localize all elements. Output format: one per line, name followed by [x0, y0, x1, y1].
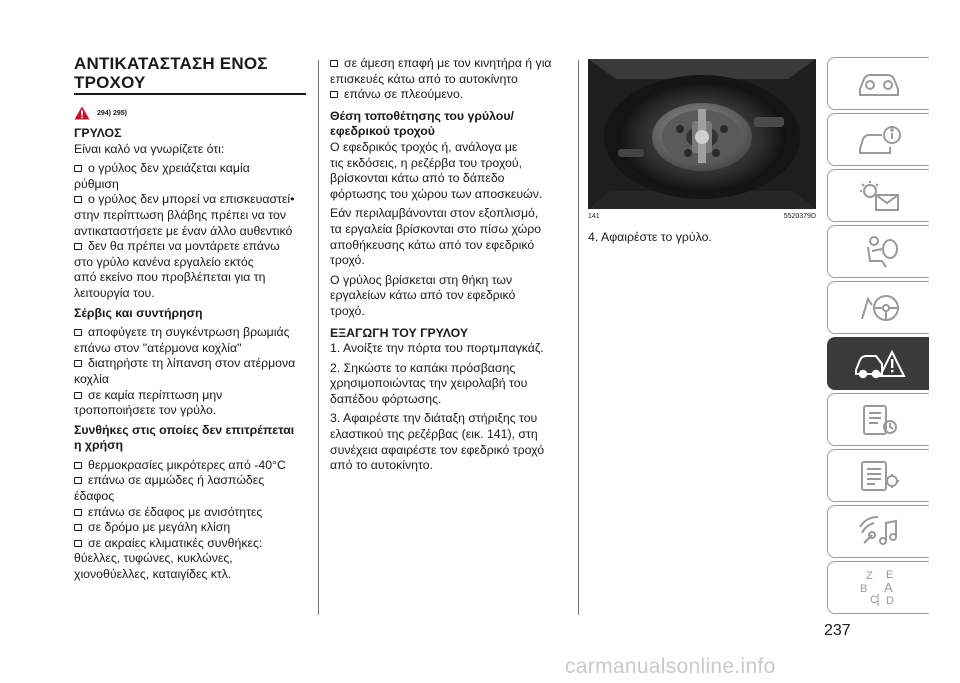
paragraph-line: βρίσκονται κάτω από το δάπεδο	[330, 171, 505, 186]
paragraph-line: τα εργαλεία βρίσκονται στο πίσω χώρο	[330, 221, 542, 236]
paragraph-line: Εάν περιλαμβάνονται στον εξοπλισμό,	[330, 206, 539, 221]
page-number: 237	[824, 622, 851, 639]
bullet-item-cont: λειτουργία του.	[74, 285, 155, 300]
svg-text:D: D	[885, 594, 894, 607]
step-2-cont: δαπέδου φόρτωσης.	[330, 391, 442, 406]
tab-technical-data[interactable]	[827, 449, 929, 502]
extraction-heading: ΕΞΑΓΩΓΗ ΤΟΥ ΓΡΥΛΟΥ	[330, 325, 469, 340]
tab-lights-message[interactable]	[827, 169, 929, 222]
bullet-item-cont: στο γρύλο κανένα εργαλείο εκτός	[74, 254, 254, 269]
car-dashboard-icon	[856, 67, 902, 101]
svg-text:C: C	[869, 593, 878, 606]
step-2-cont: χρησιμοποιώντας την χειρολαβή του	[330, 376, 528, 391]
right-column-text	[588, 230, 818, 246]
tab-service-maintenance[interactable]	[827, 393, 929, 446]
technical-data-icon	[856, 459, 902, 493]
figure-caption	[588, 213, 816, 220]
bullet-item: διατηρήστε τη λίπανση στον ατέρμονα	[74, 356, 306, 372]
tab-steering-wheel[interactable]	[827, 281, 929, 334]
bullet-item-cont: επισκευές κάτω από το αυτοκίνητο	[330, 71, 518, 86]
step-1: 1. Ανοίξτε την πόρτα του πορτμπαγκάζ.	[330, 341, 544, 356]
bullet-item: σε άμεση επαφή με τον κινητήρα ή για	[330, 56, 575, 72]
multimedia-icon	[856, 515, 902, 549]
bullet-item-cont: αντικαταστήσετε με έναν άλλο αυθεντικό	[74, 223, 293, 238]
bullet-item: θερμοκρασίες μικρότερες από -40°C	[74, 458, 306, 474]
svg-text:B: B	[859, 582, 867, 595]
step-3: 3. Αφαιρέστε την διάταξη στήριξης του	[330, 411, 538, 426]
conditions-heading-cont: η χρήση	[74, 438, 124, 453]
figure-code: 5520379D	[783, 213, 816, 220]
paragraph-line: φόρτωσης του χώρου των αποσκευών.	[330, 186, 543, 201]
conditions-heading: Συνθήκες στις οποίες δεν επιτρέπεται	[74, 422, 295, 437]
section-title: ΑΝΤΙΚΑΤΑΣΤΑΣΗ ΕΝΟΣ ΤΡΟΧΟΥ	[74, 54, 268, 92]
car-info-icon	[856, 123, 902, 157]
paragraph-line: τροχό.	[330, 253, 365, 268]
bullet-item-cont: χιονοθύελλες, καταιγίδες κτλ.	[74, 567, 232, 582]
bullet-item-cont: στην περίπτωση βλάβης πρέπει να τον	[74, 207, 286, 222]
bullet-item-cont: από εκείνο που προβλέπεται για τη	[74, 270, 266, 285]
alphabetical-index-icon	[856, 568, 902, 608]
service-heading: Σέρβις και συντήρηση	[74, 305, 203, 320]
bullet-item: δεν θα πρέπει να μοντάρετε επάνω	[74, 239, 306, 255]
svg-text:E: E	[885, 568, 893, 581]
bullet-item: επάνω σε έδαφος με ανισότητες	[74, 505, 306, 521]
service-maintenance-icon	[856, 403, 902, 437]
position-heading: Θέση τοποθέτησης του γρύλου/	[330, 108, 514, 123]
tab-airbag-seat[interactable]	[827, 225, 929, 278]
middle-column-text	[330, 56, 575, 474]
step-3-cont: συνέχεια αφαιρέστε τον εφεδρικό τροχό	[330, 442, 545, 457]
paragraph-line: Ο εφεδρικός τροχός ή, ανάλογα με	[330, 139, 518, 154]
bullet-item-cont: επάνω στον "ατέρμονα κοχλία"	[74, 340, 242, 355]
bullet-item-cont: τροποποιήσετε τον γρύλο.	[74, 403, 217, 418]
step-2: 2. Σηκώστε το καπάκι πρόσβασης	[330, 360, 516, 375]
bullet-item-cont: ρύθμιση	[74, 176, 119, 191]
paragraph-line: τις εκδόσεις, η ρεζέρβα του τροχού,	[330, 155, 523, 170]
steering-wheel-icon	[856, 291, 902, 325]
bullet-item: αποφύγετε τη συγκέντρωση βρωμιάς	[74, 325, 306, 341]
title-divider	[74, 93, 306, 95]
bullet-item: επάνω σε αμμώδες ή λασπώδες	[74, 473, 306, 489]
warning-triangle-icon	[74, 106, 90, 120]
column-divider	[578, 60, 579, 615]
bullet-item-cont: κοχλία	[74, 371, 109, 386]
paragraph-line: αποθήκευσης κάτω από τον εφεδρικό	[330, 237, 535, 252]
bullet-item: ο γρύλος δεν χρειάζεται καμία	[74, 161, 306, 177]
step-3-cont: από το αυτοκίνητο.	[330, 458, 433, 473]
car-breakdown-icon	[852, 346, 906, 382]
bullet-item: σε ακραίες κλιματικές συνθήκες:	[74, 536, 306, 552]
step-4: 4. Αφαιρέστε το γρύλο.	[588, 230, 712, 244]
tab-car-dashboard[interactable]	[827, 57, 929, 110]
step-3-cont: ελαστικού της ρεζέρβας (εικ. 141), στη	[330, 427, 538, 442]
tab-alphabetical-index[interactable]	[827, 561, 929, 614]
paragraph-line: εργαλείων κάτω από τον εφεδρικό	[330, 288, 516, 303]
bullet-item-cont: έδαφος	[74, 489, 115, 504]
watermark: carmanualsonline.info	[565, 655, 776, 678]
left-column-text	[74, 126, 306, 583]
bullet-item: σε δρόμο με μεγάλη κλίση	[74, 520, 306, 536]
tab-car-info[interactable]	[827, 113, 929, 166]
jack-intro: Είναι καλό να γνωρίζετε ότι:	[74, 141, 225, 156]
paragraph-line: τροχό.	[330, 303, 365, 318]
svg-text:Z: Z	[865, 569, 873, 582]
warning-ref-numbers: 294) 295)	[97, 109, 127, 117]
spare-wheel-photo	[588, 59, 816, 209]
bullet-item: επάνω σε πλεούμενο.	[330, 87, 575, 103]
figure-number: 141	[588, 213, 600, 220]
warning-refs	[74, 104, 127, 122]
bullet-item: σε καμία περίπτωση μην	[74, 388, 306, 404]
jack-heading: ΓΡΥΛΟΣ	[74, 126, 122, 140]
position-heading-cont: εφεδρικού τροχού	[330, 124, 435, 139]
lights-message-icon	[856, 179, 902, 213]
bullet-item: ο γρύλος δεν μπορεί να επισκευαστεί•	[74, 192, 306, 208]
tab-multimedia[interactable]	[827, 505, 929, 558]
bullet-item-cont: θύελλες, τυφώνες, κυκλώνες,	[74, 551, 233, 566]
svg-text:A: A	[883, 579, 893, 595]
paragraph-line: Ο γρύλος βρίσκεται στη θήκη των	[330, 272, 513, 287]
tab-car-breakdown[interactable]	[827, 337, 929, 390]
spare-wheel-illustration	[588, 59, 816, 209]
airbag-seat-icon	[856, 235, 902, 269]
column-divider	[318, 60, 319, 615]
